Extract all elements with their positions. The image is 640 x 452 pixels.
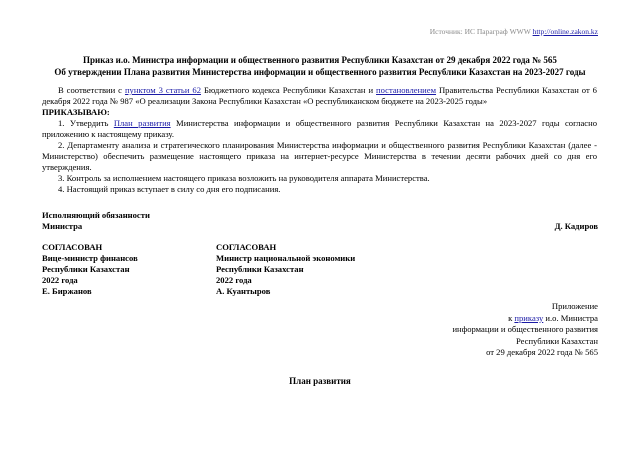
source-note	[430, 27, 598, 36]
preamble-text: Правительства Республики Казахстан от 6 декабря 2022 года № 987 «О реализации Закона Республики Казахстан «О республиканском бюджете на 2023-2025 годы»	[42, 85, 597, 106]
order-item-2: 2. Департаменту анализа и стратегического планирования Министерства информации и общественного развития Республики Казахстан (далее - Министерство) обеспечить размещение настоящего приказа на интернет-ресурсе Министерства в течении десяти рабочих дней со дня его утверждения.	[42, 140, 597, 172]
approval-block-finance	[42, 242, 138, 297]
approval-line: Министр национальной экономики	[216, 253, 356, 263]
appendix-text: к	[508, 312, 515, 323]
appendix-text: и.о. Министра	[543, 312, 598, 323]
approval-block-economy	[216, 242, 355, 297]
approval-line: Республики Казахстан	[216, 264, 304, 274]
document-body	[42, 85, 597, 195]
preamble-text: В соответствии с	[58, 85, 125, 95]
approval-line: Вице-министр финансов	[42, 253, 138, 263]
preamble	[42, 85, 597, 107]
link-development-plan[interactable]: План развития	[113, 118, 171, 128]
signatory-position	[42, 210, 150, 232]
order-item-3: 3. Контроль за исполнением настоящего приказа возложить на руководителя аппарата Министерства.	[58, 173, 430, 183]
plan-title: План развития	[289, 376, 351, 386]
appendix-line: от 29 декабря 2022 года № 565	[486, 347, 598, 357]
order-item-1	[42, 118, 597, 140]
approval-name: Е. Биржанов	[42, 286, 92, 296]
approval-name: А. Куантыров	[216, 286, 271, 296]
preamble-text: Бюджетного кодекса Республики Казахстан и	[201, 85, 377, 95]
approval-heading: СОГЛАСОВАН	[216, 242, 277, 252]
appendix-line	[452, 313, 598, 325]
link-order[interactable]: приказу	[514, 312, 544, 323]
link-budget-code-article[interactable]: пунктом 3 статьи 62	[124, 85, 201, 95]
order-word: ПРИКАЗЫВАЮ:	[42, 107, 110, 117]
link-government-decree[interactable]: постановлением	[376, 85, 437, 95]
appendix-line: Республики Казахстан	[515, 335, 598, 346]
appendix-header	[452, 301, 598, 359]
approval-line: 2022 года	[42, 275, 78, 285]
appendix-line: Приложение	[551, 301, 598, 311]
signatory-position-line-1: Исполняющий обязанности	[42, 210, 150, 220]
approval-line: Республики Казахстан	[42, 264, 130, 274]
item-text: Министерства информации и общественного развития Республики Казахстан на 2023-2027 годы согласно приложению к настоящему приказу.	[42, 118, 597, 139]
title-line-2: Об утверждении Плана развития Министерства информации и общественного развития Республики Казахстан на 2023-2027 годы	[54, 67, 586, 77]
source-link[interactable]: http://online.zakon.kz	[532, 27, 598, 36]
order-item-4: 4. Настоящий приказ вступает в силу со дня его подписания.	[58, 184, 281, 194]
appendix-line: информации и общественного развития	[452, 324, 598, 334]
title-line-1: Приказ и.о. Министра информации и общественного развития Республики Казахстан от 29 декабря 2022 года № 565	[83, 55, 557, 65]
approval-line: 2022 года	[216, 275, 252, 285]
item-text: 1. Утвердить	[58, 118, 114, 128]
source-label: Источник: ИС Параграф WWW	[429, 27, 531, 36]
signatory-position-line-2: Министра	[42, 221, 83, 231]
document-title	[40, 54, 600, 78]
approval-heading: СОГЛАСОВАН	[42, 242, 103, 252]
signatory-name: Д. Кадиров	[554, 221, 598, 231]
